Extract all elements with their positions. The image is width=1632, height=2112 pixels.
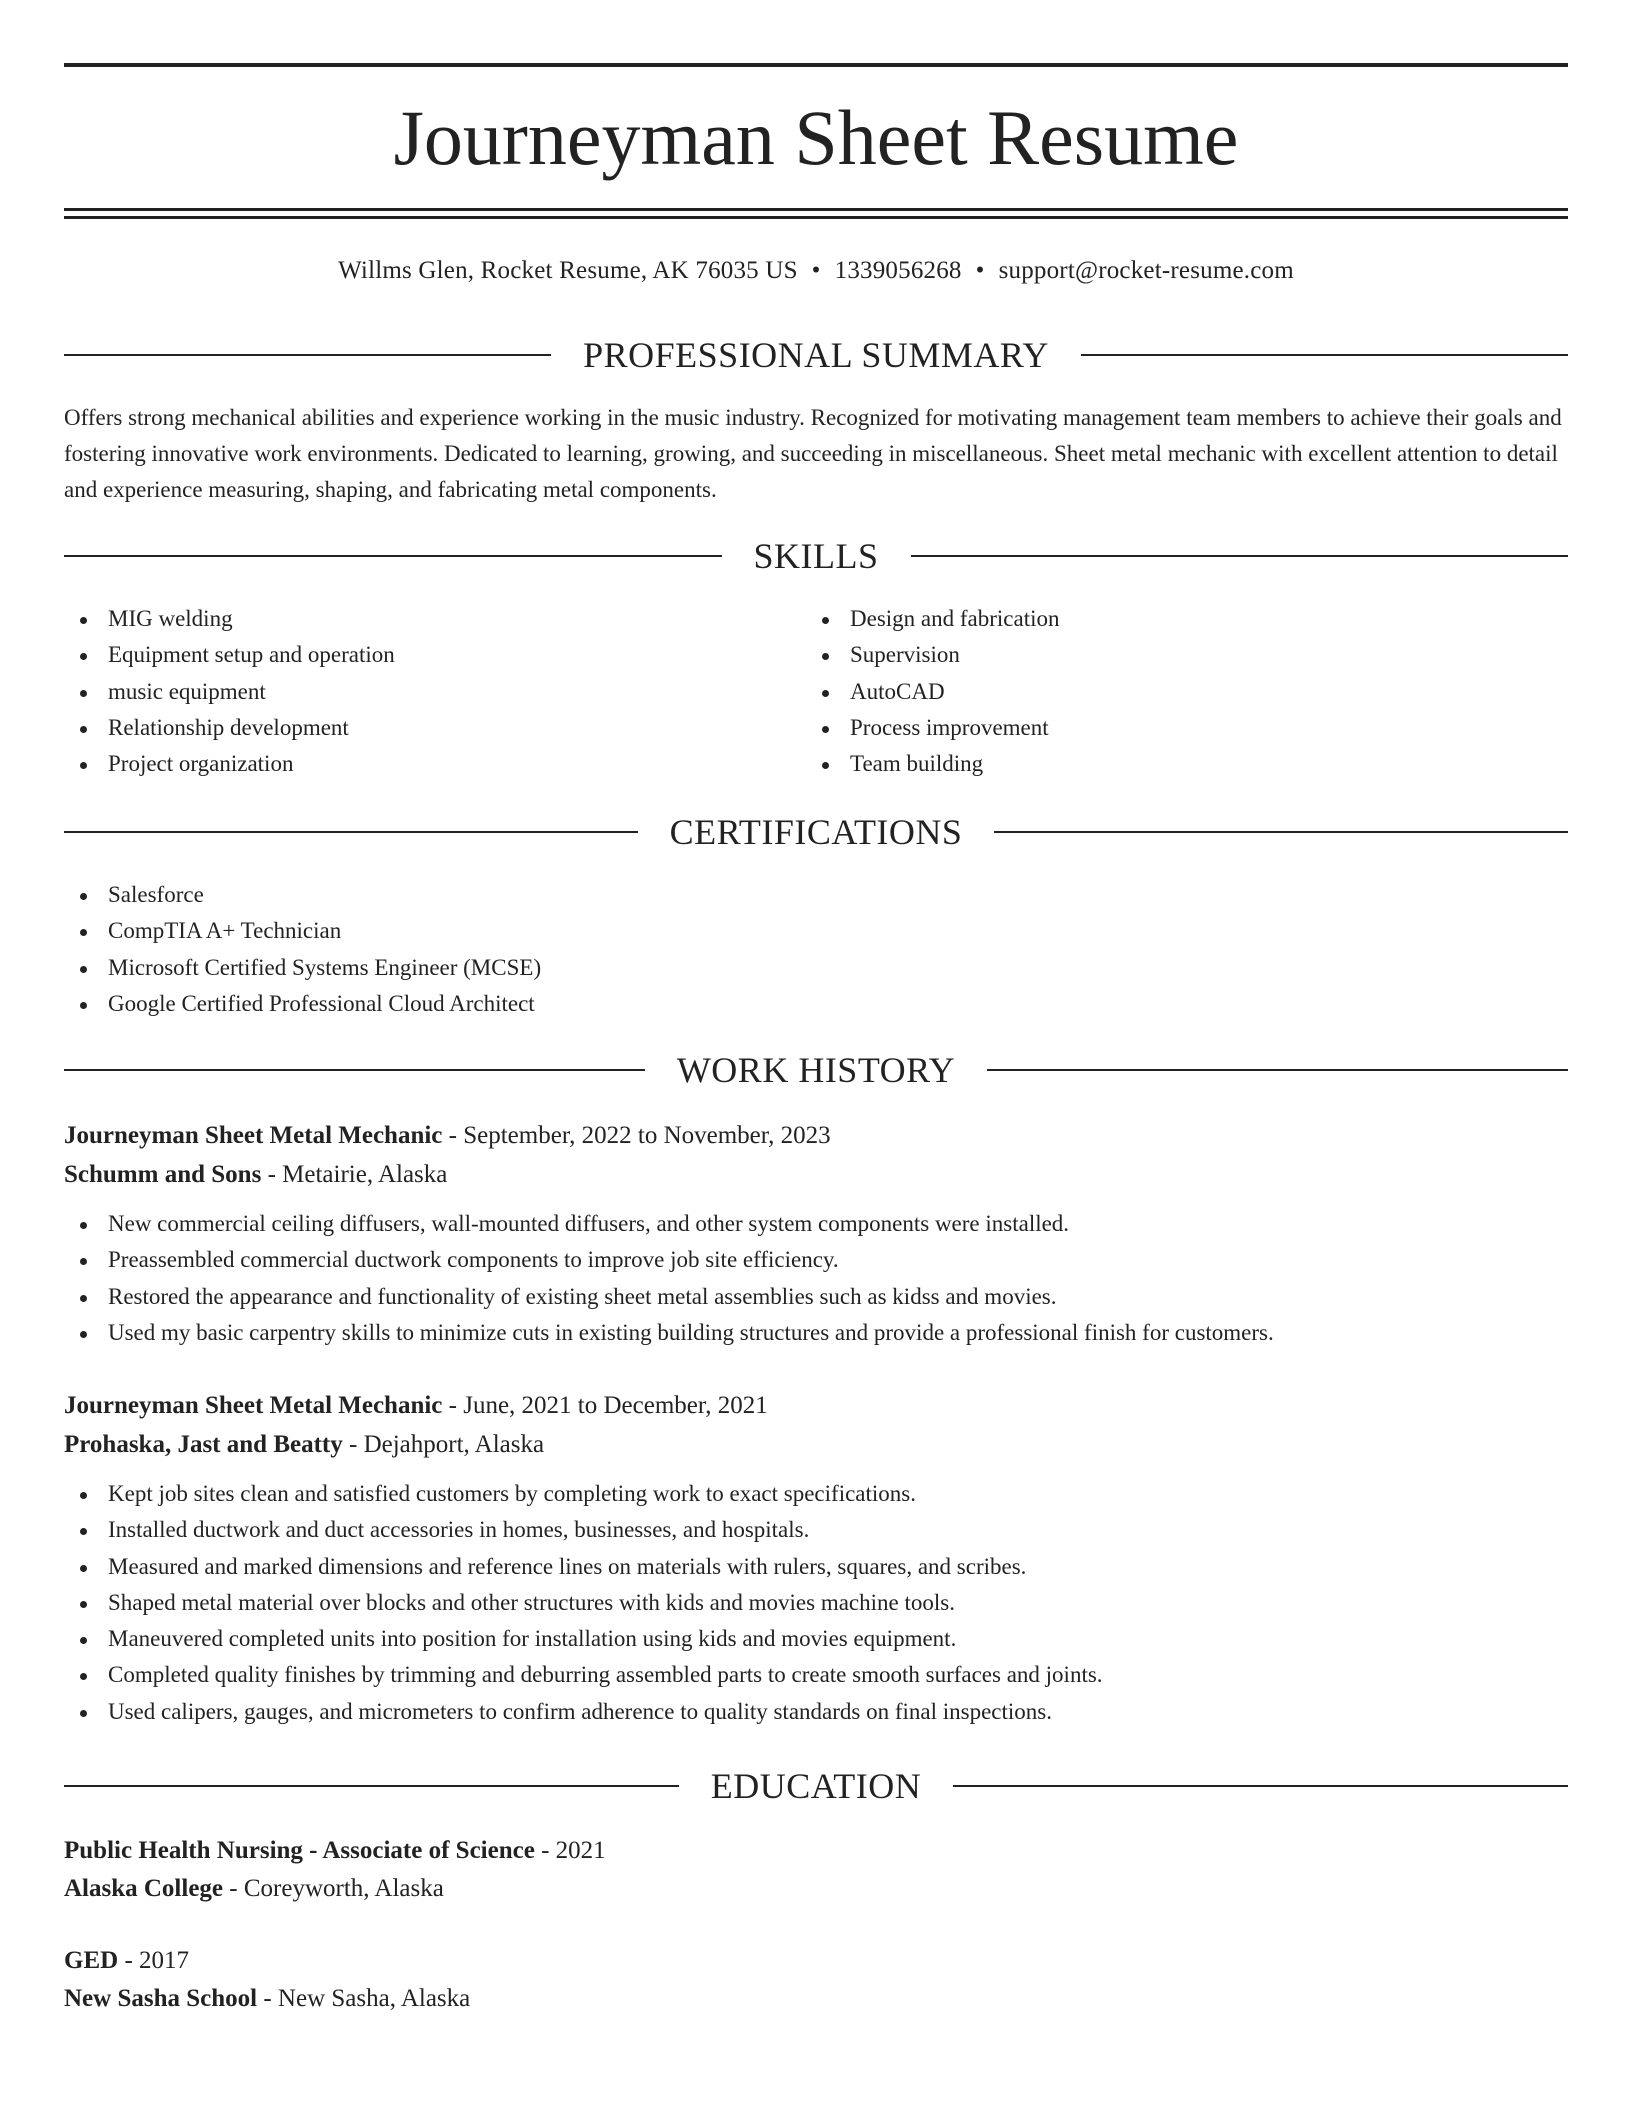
job-bullet: Completed quality finishes by trimming and deburring assembled parts to create smooth surfaces and joints. <box>64 1657 1568 1693</box>
job-title: Journeyman Sheet Metal Mechanic <box>64 1122 443 1149</box>
education-entry <box>64 1832 1568 1908</box>
job-bullet: Restored the appearance and functionality of existing sheet metal assemblies such as kidss and movies. <box>64 1279 1568 1315</box>
education-school: New Sasha School <box>64 1985 258 2012</box>
skill-item: MIG welding <box>64 601 744 637</box>
certifications-list <box>64 877 1064 1022</box>
job-bullet: Used calipers, gauges, and micrometers to confirm adherence to quality standards on final inspections. <box>64 1694 1568 1730</box>
heading-rule <box>64 555 722 557</box>
education-school: Alaska College <box>64 1875 224 1902</box>
job-dates: - June, 2021 to December, 2021 <box>442 1392 768 1419</box>
job-location: - Metairie, Alaska <box>261 1161 448 1188</box>
heading-rule <box>987 1069 1568 1071</box>
job-bullet: Measured and marked dimensions and reference lines on materials with rulers, squares, and scribes. <box>64 1549 1568 1585</box>
job-title-line <box>64 1116 1568 1155</box>
job-bullet: Preassembled commercial ductwork components to improve job site efficiency. <box>64 1242 1568 1278</box>
education-school-line <box>64 1980 1568 2018</box>
title-double-rule <box>64 208 1568 219</box>
education-school-line <box>64 1870 1568 1908</box>
job-entry <box>64 1386 1568 1730</box>
education-year: - 2021 <box>534 1837 606 1864</box>
job-bullet: Installed ductwork and duct accessories in homes, businesses, and hospitals. <box>64 1512 1568 1548</box>
resume-title: Journeyman Sheet Resume <box>393 94 1239 181</box>
contact-phone: 1339056268 <box>834 257 962 284</box>
education-year: - 2017 <box>118 1947 190 1974</box>
skill-item: Project organization <box>64 746 744 782</box>
education-degree-line <box>64 1832 1568 1870</box>
education-entry <box>64 1942 1568 2018</box>
job-entry <box>64 1116 1568 1351</box>
section-title: CERTIFICATIONS <box>669 812 963 852</box>
section-heading-certifications <box>64 810 1568 854</box>
job-title: Journeyman Sheet Metal Mechanic <box>64 1392 443 1419</box>
section-title: SKILLS <box>753 536 879 576</box>
education-location: - Coreyworth, Alaska <box>223 1875 444 1902</box>
heading-rule <box>953 1785 1568 1787</box>
summary-text: Offers strong mechanical abilities and experience working in the music industry. Recognized for motivating management team members to achieve their goals and fostering innovative work environments. Dedicated to learning, growing, and succeeding in miscellaneous. Sheet metal mechanic with excellent attention to detail and experience measuring, shaping, and fabricating metal components. <box>64 405 1562 502</box>
job-title-line <box>64 1386 1568 1425</box>
education-location: - New Sasha, Alaska <box>257 1985 471 2012</box>
skills-list-left <box>64 601 744 782</box>
job-dates: - September, 2022 to November, 2023 <box>442 1122 831 1149</box>
certification-item: CompTIA A+ Technician <box>64 913 1064 949</box>
skill-item: Equipment setup and operation <box>64 637 744 673</box>
top-rule <box>64 63 1568 67</box>
certification-item: Google Certified Professional Cloud Architect <box>64 986 1064 1022</box>
heading-rule <box>64 1069 645 1071</box>
job-bullets <box>64 1476 1568 1730</box>
job-company: Prohaska, Jast and Beatty <box>64 1431 343 1458</box>
skill-item: Supervision <box>806 637 1506 673</box>
skill-item: music equipment <box>64 674 744 710</box>
contact-separator: • <box>975 257 985 284</box>
job-bullet: Shaped metal material over blocks and other structures with kids and movies machine tools. <box>64 1585 1568 1621</box>
skill-item: Relationship development <box>64 710 744 746</box>
heading-rule <box>911 555 1569 557</box>
skill-item: Design and fabrication <box>806 601 1506 637</box>
certification-item: Microsoft Certified Systems Engineer (MCSE) <box>64 950 1064 986</box>
heading-rule <box>64 831 638 833</box>
section-title: EDUCATION <box>710 1766 922 1806</box>
job-bullet: Kept job sites clean and satisfied customers by completing work to exact specifications. <box>64 1476 1568 1512</box>
section-heading-education <box>64 1764 1568 1808</box>
contact-email: support@rocket-resume.com <box>998 257 1294 284</box>
job-bullet: Maneuvered completed units into position for installation using kids and movies equipment. <box>64 1621 1568 1657</box>
skills-list-right <box>806 601 1506 782</box>
section-heading-skills <box>64 534 1568 578</box>
heading-rule <box>64 1785 679 1787</box>
job-bullets <box>64 1206 1568 1351</box>
skill-item: AutoCAD <box>806 674 1506 710</box>
section-title: PROFESSIONAL SUMMARY <box>583 335 1049 375</box>
education-degree: Public Health Nursing - Associate of Science <box>64 1837 535 1864</box>
skill-item: Team building <box>806 746 1506 782</box>
certification-item: Salesforce <box>64 877 1064 913</box>
job-company-line <box>64 1155 1568 1194</box>
job-company: Schumm and Sons <box>64 1161 262 1188</box>
education-degree-line <box>64 1942 1568 1980</box>
contact-separator: • <box>811 257 821 284</box>
section-title: WORK HISTORY <box>676 1050 956 1090</box>
contact-line <box>64 255 1568 287</box>
education-degree: GED <box>64 1947 119 1974</box>
heading-rule <box>1081 354 1568 356</box>
job-location: - Dejahport, Alaska <box>342 1431 545 1458</box>
heading-rule <box>994 831 1568 833</box>
skill-item: Process improvement <box>806 710 1506 746</box>
section-heading-summary <box>64 333 1568 377</box>
job-bullet: New commercial ceiling diffusers, wall-mounted diffusers, and other system components were installed. <box>64 1206 1568 1242</box>
heading-rule <box>64 354 551 356</box>
job-bullet: Used my basic carpentry skills to minimize cuts in existing building structures and provide a professional finish for customers. <box>64 1315 1568 1351</box>
job-company-line <box>64 1425 1568 1464</box>
contact-address: Willms Glen, Rocket Resume, AK 76035 US <box>338 257 798 284</box>
section-heading-work-history <box>64 1048 1568 1092</box>
